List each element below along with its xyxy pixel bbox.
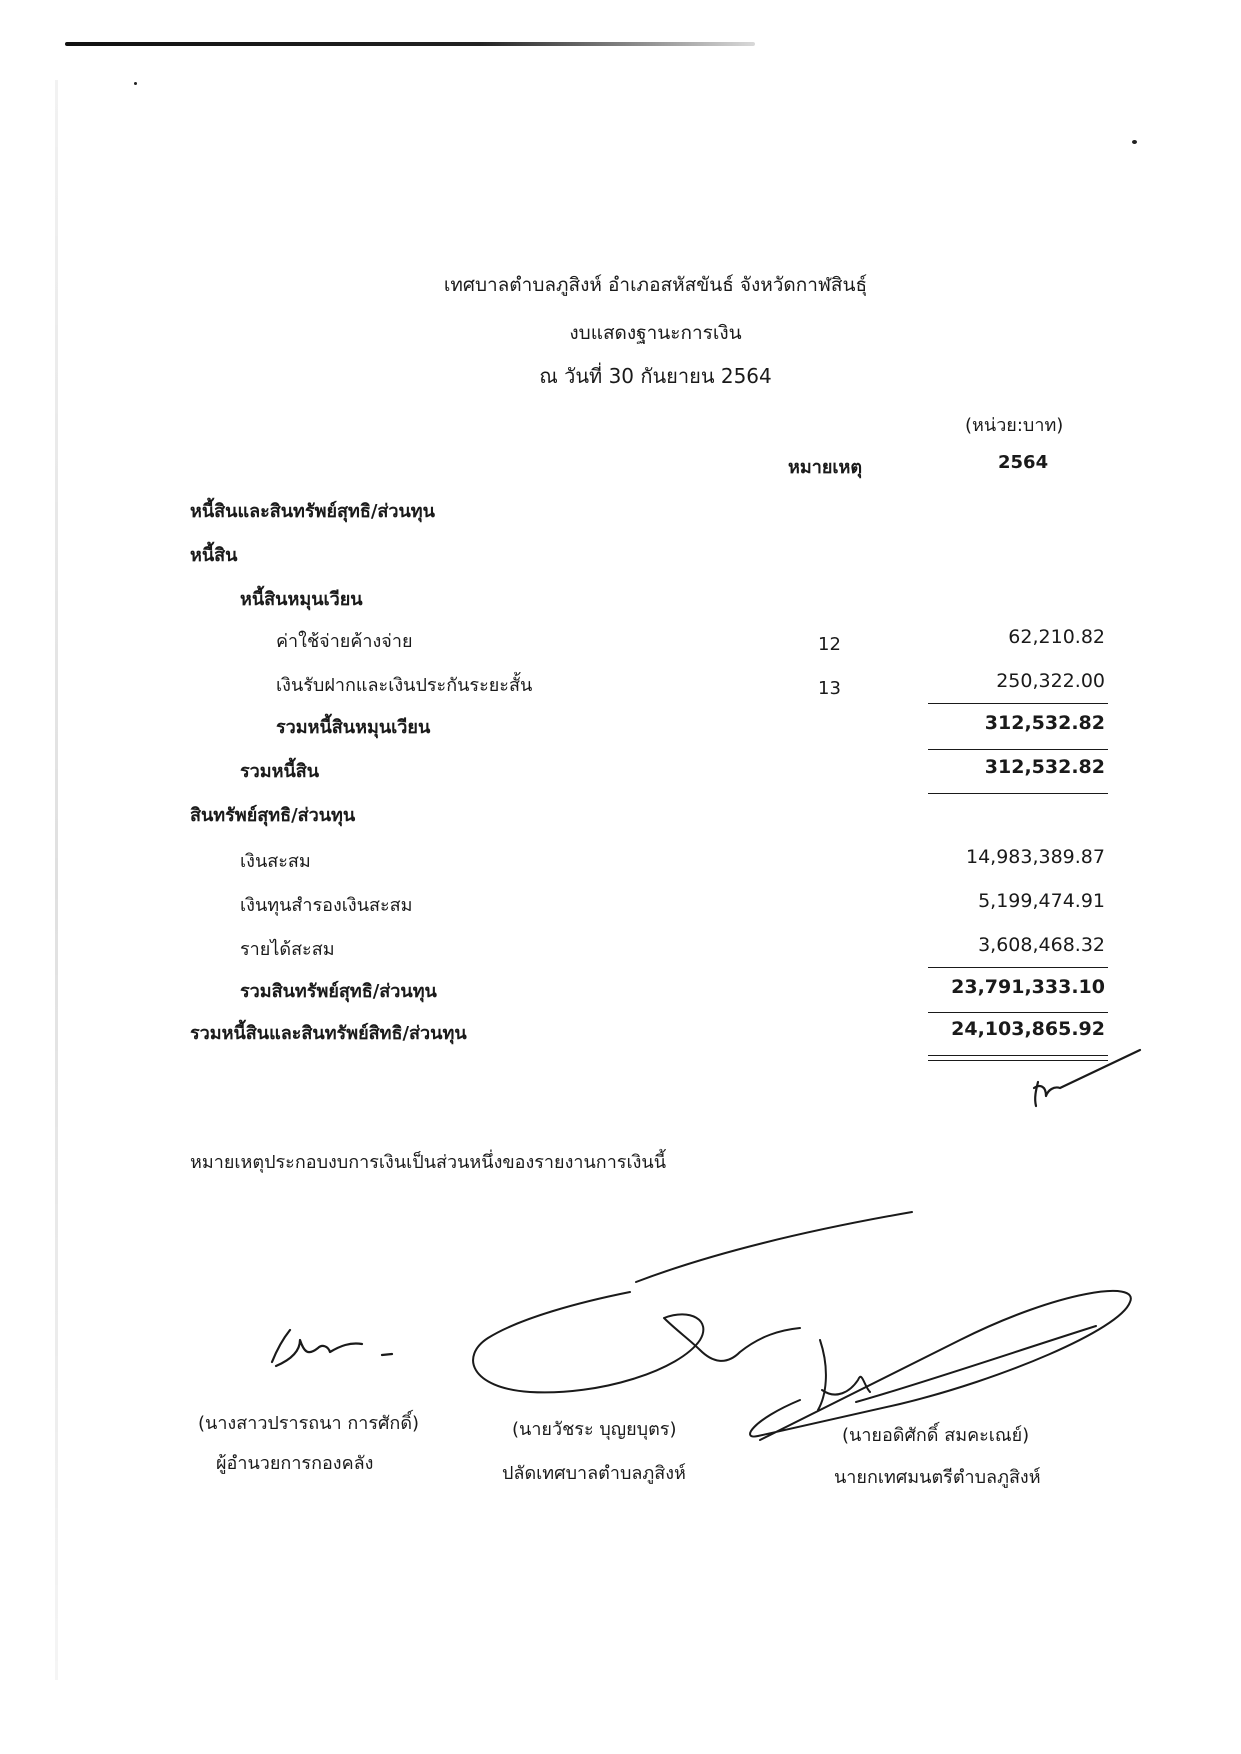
initials-mark bbox=[1034, 1050, 1140, 1106]
row-label: เงินรับฝากและเงินประกันระยะสั้น bbox=[276, 675, 533, 696]
signatory-position: ปลัดเทศบาลตำบลภูสิงห์ bbox=[502, 1463, 686, 1484]
row-amount: 312,532.82 bbox=[984, 712, 1105, 734]
row-amount: 250,322.00 bbox=[996, 670, 1105, 692]
row-label: หนี้สินหมุนเวียน bbox=[240, 589, 363, 610]
signatory-position: นายกเทศมนตรีตำบลภูสิงห์ bbox=[834, 1467, 1041, 1488]
row-label: เงินทุนสำรองเงินสะสม bbox=[240, 895, 413, 916]
row-amount: 5,199,474.91 bbox=[978, 890, 1105, 912]
row-label: หนี้สิน bbox=[190, 545, 238, 566]
unit-label: (หน่วย:บาท) bbox=[965, 415, 1064, 436]
signatory-name: (นายวัชระ บุญยบุตร) bbox=[512, 1419, 677, 1440]
statement-date: ณ วันที่ 30 กันยายน 2564 bbox=[539, 364, 772, 388]
signature-3 bbox=[750, 1291, 1131, 1440]
signatory-name: (นายอดิศักดิ์ สมคะเณย์) bbox=[842, 1425, 1030, 1446]
row-label: รวมหนี้สิน bbox=[240, 761, 320, 782]
row-note: 12 bbox=[818, 634, 841, 655]
row-label: รวมสินทรัพย์สุทธิ/ส่วนทุน bbox=[240, 981, 437, 1002]
row-amount: 23,791,333.10 bbox=[951, 976, 1105, 998]
row-amount: 312,532.82 bbox=[984, 756, 1105, 778]
row-label: ค่าใช้จ่ายค้างจ่าย bbox=[276, 631, 413, 652]
row-amount: 3,608,468.32 bbox=[978, 934, 1105, 956]
row-amount: 62,210.82 bbox=[1008, 626, 1105, 648]
row-note: 13 bbox=[818, 678, 841, 699]
year-column-header: 2564 bbox=[998, 452, 1049, 473]
signatory-position: ผู้อำนวยการกองคลัง bbox=[216, 1453, 374, 1474]
footnote: หมายเหตุประกอบงบการเงินเป็นส่วนหนึ่งของรายงานการเงินนี้ bbox=[190, 1152, 667, 1173]
row-label: รวมหนี้สินและสินทรัพย์สิทธิ/ส่วนทุน bbox=[190, 1023, 467, 1044]
statement-title: งบแสดงฐานะการเงิน bbox=[569, 322, 742, 344]
note-column-header: หมายเหตุ bbox=[788, 457, 863, 478]
signature-2 bbox=[473, 1212, 912, 1392]
signature-1 bbox=[272, 1330, 392, 1366]
row-label: รวมหนี้สินหมุนเวียน bbox=[276, 717, 431, 738]
row-label: หนี้สินและสินทรัพย์สุทธิ/ส่วนทุน bbox=[190, 501, 435, 522]
row-label: เงินสะสม bbox=[240, 851, 311, 872]
row-amount: 24,103,865.92 bbox=[951, 1018, 1105, 1040]
row-amount: 14,983,389.87 bbox=[965, 846, 1105, 868]
signatory-name: (นางสาวปรารถนา การศักดิ์) bbox=[198, 1413, 420, 1434]
row-label: รายได้สะสม bbox=[240, 939, 335, 960]
row-label: สินทรัพย์สุทธิ/ส่วนทุน bbox=[190, 805, 356, 826]
org-header: เทศบาลตำบลภูสิงห์ อำเภอสหัสขันธ์ จังหวัดกาฬสินธุ์ bbox=[443, 274, 868, 296]
